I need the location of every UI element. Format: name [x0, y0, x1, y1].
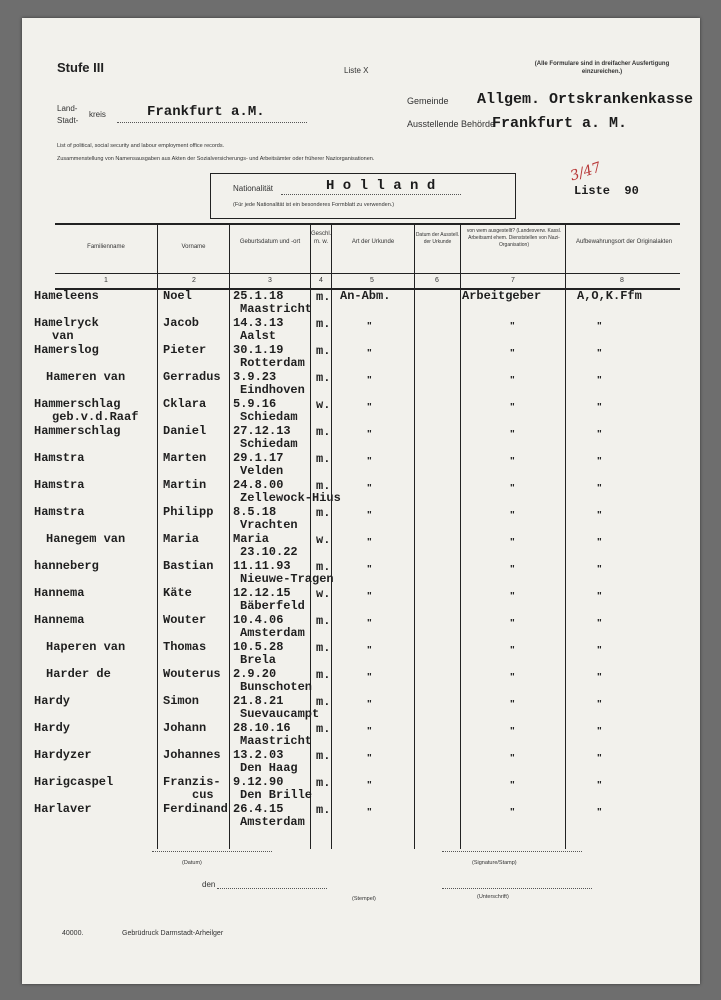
row-familienname: Hamstra — [34, 505, 85, 519]
row-aufbewahrung-ditto: " — [597, 348, 602, 359]
row-geschlecht: m. — [316, 641, 331, 655]
row-geburtsort: Den Brille — [240, 788, 313, 802]
nationality-note: (Für jede Nationalität ist ein besonderes Formblatt zu verwenden.) — [233, 202, 395, 208]
row-geburtsdatum: 30.1.19 — [233, 343, 284, 357]
row-von-wem-ditto: " — [510, 348, 515, 359]
row-geschlecht: m. — [316, 371, 331, 385]
row-vorname: Martin — [163, 478, 207, 492]
row-art-ditto: " — [367, 726, 372, 737]
nationality-label: Nationalität — [233, 184, 274, 193]
row-von-wem-ditto: " — [510, 483, 515, 494]
row-aufbewahrung-ditto: " — [597, 807, 602, 818]
row-geburtsdatum: 5.9.16 — [233, 397, 277, 411]
kreis-label: kreis — [89, 110, 106, 119]
row-art-ditto: " — [367, 456, 372, 467]
row-von-wem-ditto: " — [510, 618, 515, 629]
row-geburtsort: Zellewock-Hius — [240, 491, 341, 505]
row-familienname: Hammerschlag — [34, 397, 121, 411]
col-header-datum: Datum der Ausstell. der Urkunde — [415, 232, 460, 245]
row-geschlecht: m. — [316, 452, 331, 466]
row-geburtsort: Bäberfeld — [240, 599, 305, 613]
row-art-ditto: " — [367, 672, 372, 683]
row-vorname: Simon — [163, 694, 200, 708]
row-aufbewahrung-ditto: " — [597, 375, 602, 386]
row-familienname: Hamerslog — [34, 343, 99, 357]
row-vorname: Philipp — [163, 505, 214, 519]
col-num-3: 3 — [268, 277, 272, 284]
row-familienname: Hameren van — [46, 370, 126, 384]
row-familienname: Hannema — [34, 613, 85, 627]
row-von-wem-ditto: " — [510, 591, 515, 602]
row-art-ditto: " — [367, 537, 372, 548]
col-header-familienname: Familienname — [87, 244, 125, 250]
row-geburtsort: Amsterdam — [240, 815, 305, 829]
footer-unterschrift: (Unterschrift) — [477, 894, 509, 900]
row-aufbewahrung-ditto: " — [597, 645, 602, 656]
footer-den: den — [202, 880, 216, 889]
row-geburtsdatum: Maria — [233, 532, 270, 546]
nationality-box — [210, 173, 516, 219]
row-vorname: Käte — [163, 586, 192, 600]
row-familienname: Hannema — [34, 586, 85, 600]
row-geburtsdatum: 11.11.93 — [233, 559, 291, 573]
row-aufbewahrung-ditto: " — [597, 483, 602, 494]
row-familienname: Hamelryck — [34, 316, 99, 330]
liste-label: Liste X — [344, 66, 369, 75]
row-geburtsort: Nieuwe-Tragen — [240, 572, 334, 586]
row-art-ditto: " — [367, 807, 372, 818]
row-von-wem-ditto: " — [510, 375, 515, 386]
row-art-ditto: " — [367, 348, 372, 359]
row-geschlecht: m. — [316, 803, 331, 817]
footer-form-no: 40000. — [62, 930, 84, 937]
row-geburtsdatum: 9.12.90 — [233, 775, 284, 789]
col-num-8: 8 — [620, 277, 624, 284]
row-aufbewahrung-ditto: " — [597, 456, 602, 467]
col-header-art: Art der Urkunde — [351, 239, 395, 245]
row-geschlecht: m. — [316, 344, 331, 358]
document-page — [22, 18, 700, 984]
row-von-wem-ditto: " — [510, 321, 515, 332]
row-geburtsdatum: 24.8.00 — [233, 478, 284, 492]
row-geschlecht: m. — [316, 560, 331, 574]
land-label: Land- — [57, 104, 78, 113]
kreis-value: Frankfurt a.M. — [147, 104, 265, 120]
row-geburtsdatum: 8.5.18 — [233, 505, 277, 519]
table-header-rule — [55, 273, 680, 274]
row-geburtsort: Maastricht — [240, 302, 313, 316]
footer-printer: Gebrüdruck Darmstadt-Arheilger — [122, 930, 224, 937]
col-header-aufbewahrung: Aufbewahrungsort der Originalakten — [575, 239, 673, 245]
row-vorname: Ferdinand — [163, 802, 228, 816]
english-line: List of political, social security and labour employment office records. — [57, 143, 225, 149]
row-art-ditto: " — [367, 753, 372, 764]
col-num-7: 7 — [511, 277, 515, 284]
row-vorname-2: cus — [192, 788, 214, 802]
row-geburtsdatum: 26.4.15 — [233, 802, 284, 816]
row-vorname: Noel — [163, 289, 192, 303]
table-top-rule — [55, 223, 680, 225]
footer-datum: (Datum) — [182, 860, 202, 866]
row-aufbewahrung-ditto: " — [597, 321, 602, 332]
handwritten-mark: 3/47 — [568, 159, 604, 185]
row-von-wem-ditto: " — [510, 456, 515, 467]
row-geburtsdatum: 10.5.28 — [233, 640, 284, 654]
row-art-ditto: " — [367, 564, 372, 575]
row-aufbewahrung-ditto: " — [597, 402, 602, 413]
row-geburtsort: 23.10.22 — [240, 545, 298, 559]
row-vorname: Thomas — [163, 640, 207, 654]
row-geburtsort: Vrachten — [240, 518, 298, 532]
row-familienname: Hanegem van — [46, 532, 126, 546]
row-art-ditto: " — [367, 402, 372, 413]
row-geschlecht: m. — [316, 722, 331, 736]
row-geburtsort: Velden — [240, 464, 284, 478]
row-aufbewahrung-ditto: " — [597, 510, 602, 521]
row-geschlecht: m. — [316, 749, 331, 763]
row-vorname: Johann — [163, 721, 207, 735]
row-geburtsdatum: 13.2.03 — [233, 748, 284, 762]
row-geburtsort: Schiedam — [240, 410, 298, 424]
row-familienname: Hammerschlag — [34, 424, 121, 438]
row-geschlecht: w. — [316, 398, 331, 412]
row-vorname: Wouter — [163, 613, 207, 627]
row-von-wem-ditto: " — [510, 429, 515, 440]
gemeinde-label: Gemeinde — [407, 96, 449, 106]
row-familienname: Harigcaspel — [34, 775, 114, 789]
row-art: An-Abm. — [340, 289, 391, 303]
row-vorname: Jacob — [163, 316, 200, 330]
row-geburtsort: Bunschoten — [240, 680, 313, 694]
row-vorname: Daniel — [163, 424, 207, 438]
row-aufbewahrung-ditto: " — [597, 780, 602, 791]
row-aufbewahrung-ditto: " — [597, 591, 602, 602]
row-geschlecht: m. — [316, 614, 331, 628]
liste-number-label: Liste 90 — [574, 184, 639, 198]
row-geschlecht: w. — [316, 587, 331, 601]
row-familienname-2: geb.v.d.Raaf — [52, 410, 139, 424]
row-geburtsdatum: 12.12.15 — [233, 586, 291, 600]
nationality-value: H o l l a n d — [326, 178, 436, 194]
behoerde-value: Frankfurt a. M. — [492, 115, 628, 132]
row-geburtsort: Eindhoven — [240, 383, 305, 397]
col-header-vorname: Vorname — [181, 244, 206, 250]
row-geburtsort: Brela — [240, 653, 277, 667]
row-geburtsdatum: 3.9.23 — [233, 370, 277, 384]
row-aufbewahrung-ditto: " — [597, 537, 602, 548]
row-art-ditto: " — [367, 618, 372, 629]
row-geburtsdatum: 10.4.06 — [233, 613, 284, 627]
col-header-geburt: Geburtsdatum und -ort — [239, 239, 301, 245]
gemeinde-value: Allgem. Ortskrankenkasse — [477, 91, 694, 108]
kreis-line — [117, 122, 307, 123]
row-aufbewahrung-ditto: " — [597, 618, 602, 629]
row-aufbewahrung: A,O,K.Ffm — [577, 289, 642, 303]
row-von-wem-ditto: " — [510, 672, 515, 683]
footer-stempel: (Stempel) — [352, 896, 376, 902]
row-geschlecht: m. — [316, 776, 331, 790]
row-von-wem-ditto: " — [510, 753, 515, 764]
row-von-wem-ditto: " — [510, 537, 515, 548]
row-geburtsort: Amsterdam — [240, 626, 305, 640]
row-geschlecht: m. — [316, 506, 331, 520]
col-num-2: 2 — [192, 277, 196, 284]
row-art-ditto: " — [367, 699, 372, 710]
row-geburtsort: Schiedam — [240, 437, 298, 451]
row-geschlecht: m. — [316, 425, 331, 439]
row-aufbewahrung-ditto: " — [597, 429, 602, 440]
row-von-wem-ditto: " — [510, 564, 515, 575]
row-geburtsdatum: 28.10.16 — [233, 721, 291, 735]
row-familienname: Hardy — [34, 694, 71, 708]
row-von-wem-ditto: " — [510, 780, 515, 791]
row-geburtsort: Aalst — [240, 329, 277, 343]
row-art-ditto: " — [367, 429, 372, 440]
row-geburtsort: Rotterdam — [240, 356, 305, 370]
row-art-ditto: " — [367, 375, 372, 386]
row-art-ditto: " — [367, 645, 372, 656]
row-vorname: Marten — [163, 451, 207, 465]
row-geschlecht: m. — [316, 317, 331, 331]
row-geburtsort: Maastricht — [240, 734, 313, 748]
behoerde-label: Ausstellende Behörde — [407, 119, 496, 129]
row-geschlecht: m. — [316, 479, 331, 493]
row-aufbewahrung-ditto: " — [597, 699, 602, 710]
row-aufbewahrung-ditto: " — [597, 753, 602, 764]
row-vorname: Cklara — [163, 397, 207, 411]
col-num-5: 5 — [370, 277, 374, 284]
german-line: Zusammenstellung von Namensausgaben aus Akten der Sozialversicherungs- und Arbeitsämter oder früherer Naziorganisationen. — [57, 156, 375, 162]
row-vorname: Maria — [163, 532, 200, 546]
col-num-4: 4 — [319, 277, 323, 284]
row-von-wem-ditto: " — [510, 402, 515, 413]
col-num-1: 1 — [104, 277, 108, 284]
row-geschlecht: m. — [316, 695, 331, 709]
row-vorname: Johannes — [163, 748, 221, 762]
row-geburtsdatum: 2.9.20 — [233, 667, 277, 681]
row-familienname: Haperen van — [46, 640, 126, 654]
col-header-von-wem: von wem ausgestellt? (Landesverw. Kassl. Arbeitsamt ehem. Dienststellen von Nazi-Organisation) — [466, 228, 562, 248]
row-familienname: Hardy — [34, 721, 71, 735]
row-von-wem-ditto: " — [510, 699, 515, 710]
row-familienname: Hamstra — [34, 451, 85, 465]
row-geburtsdatum: 25.1.18 — [233, 289, 284, 303]
row-geburtsdatum: 27.12.13 — [233, 424, 291, 438]
row-von-wem-ditto: " — [510, 645, 515, 656]
row-geburtsdatum: 29.1.17 — [233, 451, 284, 465]
col-num-6: 6 — [435, 277, 439, 284]
row-art-ditto: " — [367, 510, 372, 521]
row-familienname: Harder de — [46, 667, 111, 681]
row-vorname: Wouterus — [163, 667, 221, 681]
row-art-ditto: " — [367, 591, 372, 602]
row-art-ditto: " — [367, 483, 372, 494]
row-von-wem-ditto: " — [510, 510, 515, 521]
row-von-wem: Arbeitgeber — [462, 289, 542, 303]
row-aufbewahrung-ditto: " — [597, 726, 602, 737]
row-aufbewahrung-ditto: " — [597, 672, 602, 683]
row-familienname-2: van — [52, 329, 74, 343]
note-right: (Alle Formulare sind in dreifacher Ausfertigung einzureichen.) — [534, 61, 670, 75]
row-geschlecht: m. — [316, 290, 331, 304]
row-vorname: Gerradus — [163, 370, 221, 384]
row-von-wem-ditto: " — [510, 807, 515, 818]
row-vorname: Franzis- — [163, 775, 221, 789]
row-vorname: Pieter — [163, 343, 207, 357]
col-header-geschl: Geschl. m. w. — [311, 231, 332, 245]
row-von-wem-ditto: " — [510, 726, 515, 737]
row-familienname: Harlaver — [34, 802, 92, 816]
row-familienname: Hameleens — [34, 289, 99, 303]
row-geschlecht: m. — [316, 668, 331, 682]
row-geschlecht: w. — [316, 533, 331, 547]
row-aufbewahrung-ditto: " — [597, 564, 602, 575]
row-art-ditto: " — [367, 780, 372, 791]
stufe-label: Stufe III — [57, 60, 104, 75]
row-vorname: Bastian — [163, 559, 214, 573]
stadt-label: Stadt- — [57, 116, 79, 125]
footer-signature: (Signature/Stamp) — [472, 860, 517, 866]
row-familienname: Hardyzer — [34, 748, 92, 762]
row-geburtsort: Suevaucampt — [240, 707, 320, 721]
row-geburtsdatum: 21.8.21 — [233, 694, 284, 708]
row-geburtsdatum: 14.3.13 — [233, 316, 284, 330]
row-art-ditto: " — [367, 321, 372, 332]
row-geburtsort: Den Haag — [240, 761, 298, 775]
row-familienname: Hamstra — [34, 478, 85, 492]
row-familienname: hanneberg — [34, 559, 99, 573]
